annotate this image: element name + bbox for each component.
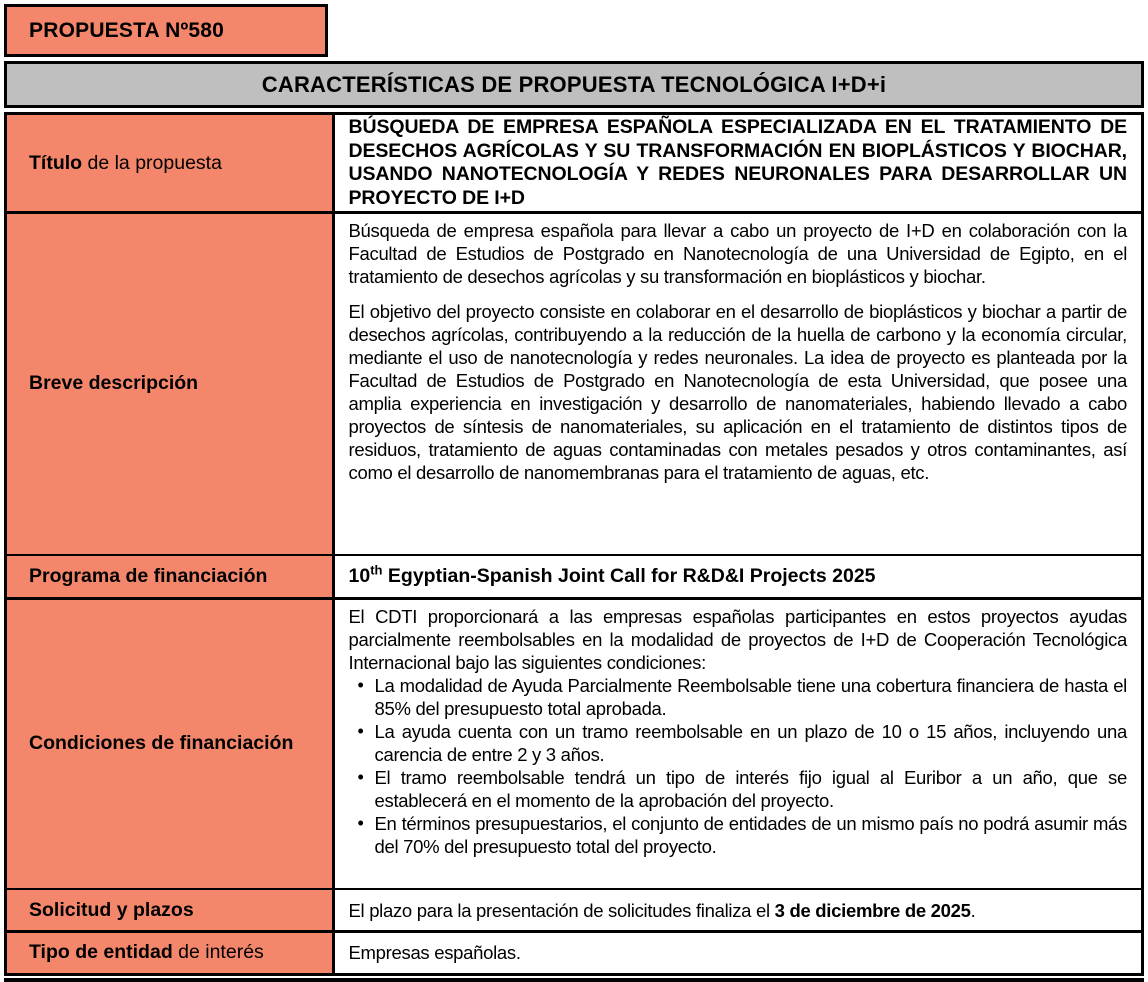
funding-program-text bbox=[348, 562, 1128, 588]
table-header-title: CARACTERÍSTICAS DE PROPUESTA TECNOLÓGICA I+D+i bbox=[261, 71, 887, 97]
proposal-number-text: PROPUESTA Nº580 bbox=[29, 18, 225, 42]
label-titulo-bold: Título bbox=[29, 151, 83, 174]
content-breve-descripcion bbox=[335, 214, 1142, 554]
label-programa-financiacion-text: Programa de financiación bbox=[29, 565, 268, 587]
content-programa-financiacion bbox=[335, 556, 1142, 597]
description-paragraph-2: El objetivo del proyecto consiste en colaborar en el desarrollo de bioplásticos y biochar a partir de desechos agrícolas, contribuyendo a la reducción de la huella de carbono y la economía circular, mediante el uso de nanotecnología y redes neuronales. La idea de proyecto es planteada por la Facultad de Estudios de Postgrado en Nanotecnología de esta Universidad, que posee una amplia experiencia en investigación y desarrollo de nanomateriales, habiendo llevado a cabo proyectos de síntesis de nanomateriales, su aplicación en el tratamiento de distintos tipos de residuos, tratamiento de aguas contaminadas con metales pesados y otros contaminantes, así como el desarrollo de nanomembranas para el tratamiento de aguas, etc. bbox=[348, 300, 1127, 483]
label-titulo-rest: de la propuesta bbox=[82, 151, 222, 174]
label-breve-descripcion-text: Breve descripción bbox=[29, 372, 199, 394]
content-solicitud-plazos bbox=[335, 890, 1142, 930]
description-paragraph-1: Búsqueda de empresa española para llevar a cabo un proyecto de I+D en colaboración con la Facultad de Estudios de Postgrado en Nanotecnología de una Universidad de Egipto, en el tratamiento de desechos agrícolas y su transformación en bioplásticos y biochar. bbox=[348, 219, 1127, 287]
condition-bullet-2: • La ayuda cuenta con un tramo reembolsable en un plazo de 10 o 15 años, incluyendo una carencia de entre 2 y 3 años. bbox=[349, 720, 1128, 766]
content-tipo-entidad bbox=[335, 933, 1142, 973]
cutoff-next-row-border bbox=[4, 978, 1144, 982]
proposal-title-text: BÚSQUEDA DE EMPRESA ESPAÑOLA ESPECIALIZADA EN EL TRATAMIENTO DE DESECHOS AGRÍCOLAS Y SU TRANSFORMACIÓN EN BIOPLÁSTICOS Y BIOCHAR, USANDO NANOTECNOLOGÍA Y REDES NEURONALES PARA DESARROLLAR UN PROYECTO DE I+D bbox=[348, 116, 1127, 209]
program-number: 10 bbox=[348, 565, 371, 587]
program-ordinal: th bbox=[370, 562, 383, 578]
content-titulo bbox=[335, 115, 1142, 211]
label-tipo-entidad-rest: de interés bbox=[172, 941, 264, 963]
condition-bullet-1: • La modalidad de Ayuda Parcialmente Reembolsable tiene una cobertura financiera de hasta el 85% del presupuesto total aprobada. bbox=[349, 674, 1128, 720]
label-solicitud-plazos bbox=[7, 890, 332, 930]
condition-bullet-4: • En términos presupuestarios, el conjunto de entidades de un mismo país no podrá asumir más del 70% del presupuesto total del proyecto. bbox=[349, 812, 1128, 858]
label-tipo-entidad-bold: Tipo de entidad bbox=[29, 941, 173, 963]
label-breve-descripcion bbox=[7, 214, 332, 554]
conditions-intro: El CDTI proporcionará a las empresas españolas participantes en estos proyectos ayudas parcialmente reembolsables en la modalidad de proyectos de I+D de Cooperación Tecnológica Internacional bajo las siguientes condiciones: bbox=[348, 605, 1127, 673]
entity-type-text: Empresas españolas. bbox=[348, 942, 521, 963]
deadline-before: El plazo para la presentación de solicitudes finaliza el bbox=[348, 899, 775, 921]
label-programa-financiacion bbox=[7, 556, 332, 597]
deadline-after: . bbox=[970, 899, 976, 921]
deadline-text bbox=[349, 899, 1128, 922]
label-condiciones-financiacion bbox=[7, 600, 332, 888]
table-header-bar bbox=[4, 61, 1144, 108]
deadline-date: 3 de diciembre de 2025 bbox=[774, 899, 971, 921]
label-solicitud-plazos-text: Solicitud y plazos bbox=[29, 898, 194, 921]
label-tipo-entidad-text bbox=[29, 941, 322, 964]
content-condiciones-financiacion bbox=[335, 600, 1142, 888]
condition-bullet-3: • El tramo reembolsable tendrá un tipo de interés fijo igual al Euribor a un año, que se establecerá en el momento de la aprobación del proyecto. bbox=[349, 766, 1128, 812]
label-titulo bbox=[7, 115, 332, 211]
label-titulo-text bbox=[29, 152, 322, 175]
label-tipo-entidad bbox=[7, 933, 332, 973]
proposal-number-box bbox=[4, 4, 328, 57]
label-condiciones-financiacion-text: Condiciones de financiación bbox=[29, 732, 294, 754]
program-rest: Egyptian-Spanish Joint Call for R&D&I Projects 2025 bbox=[382, 565, 876, 587]
characteristics-table bbox=[4, 112, 1144, 976]
